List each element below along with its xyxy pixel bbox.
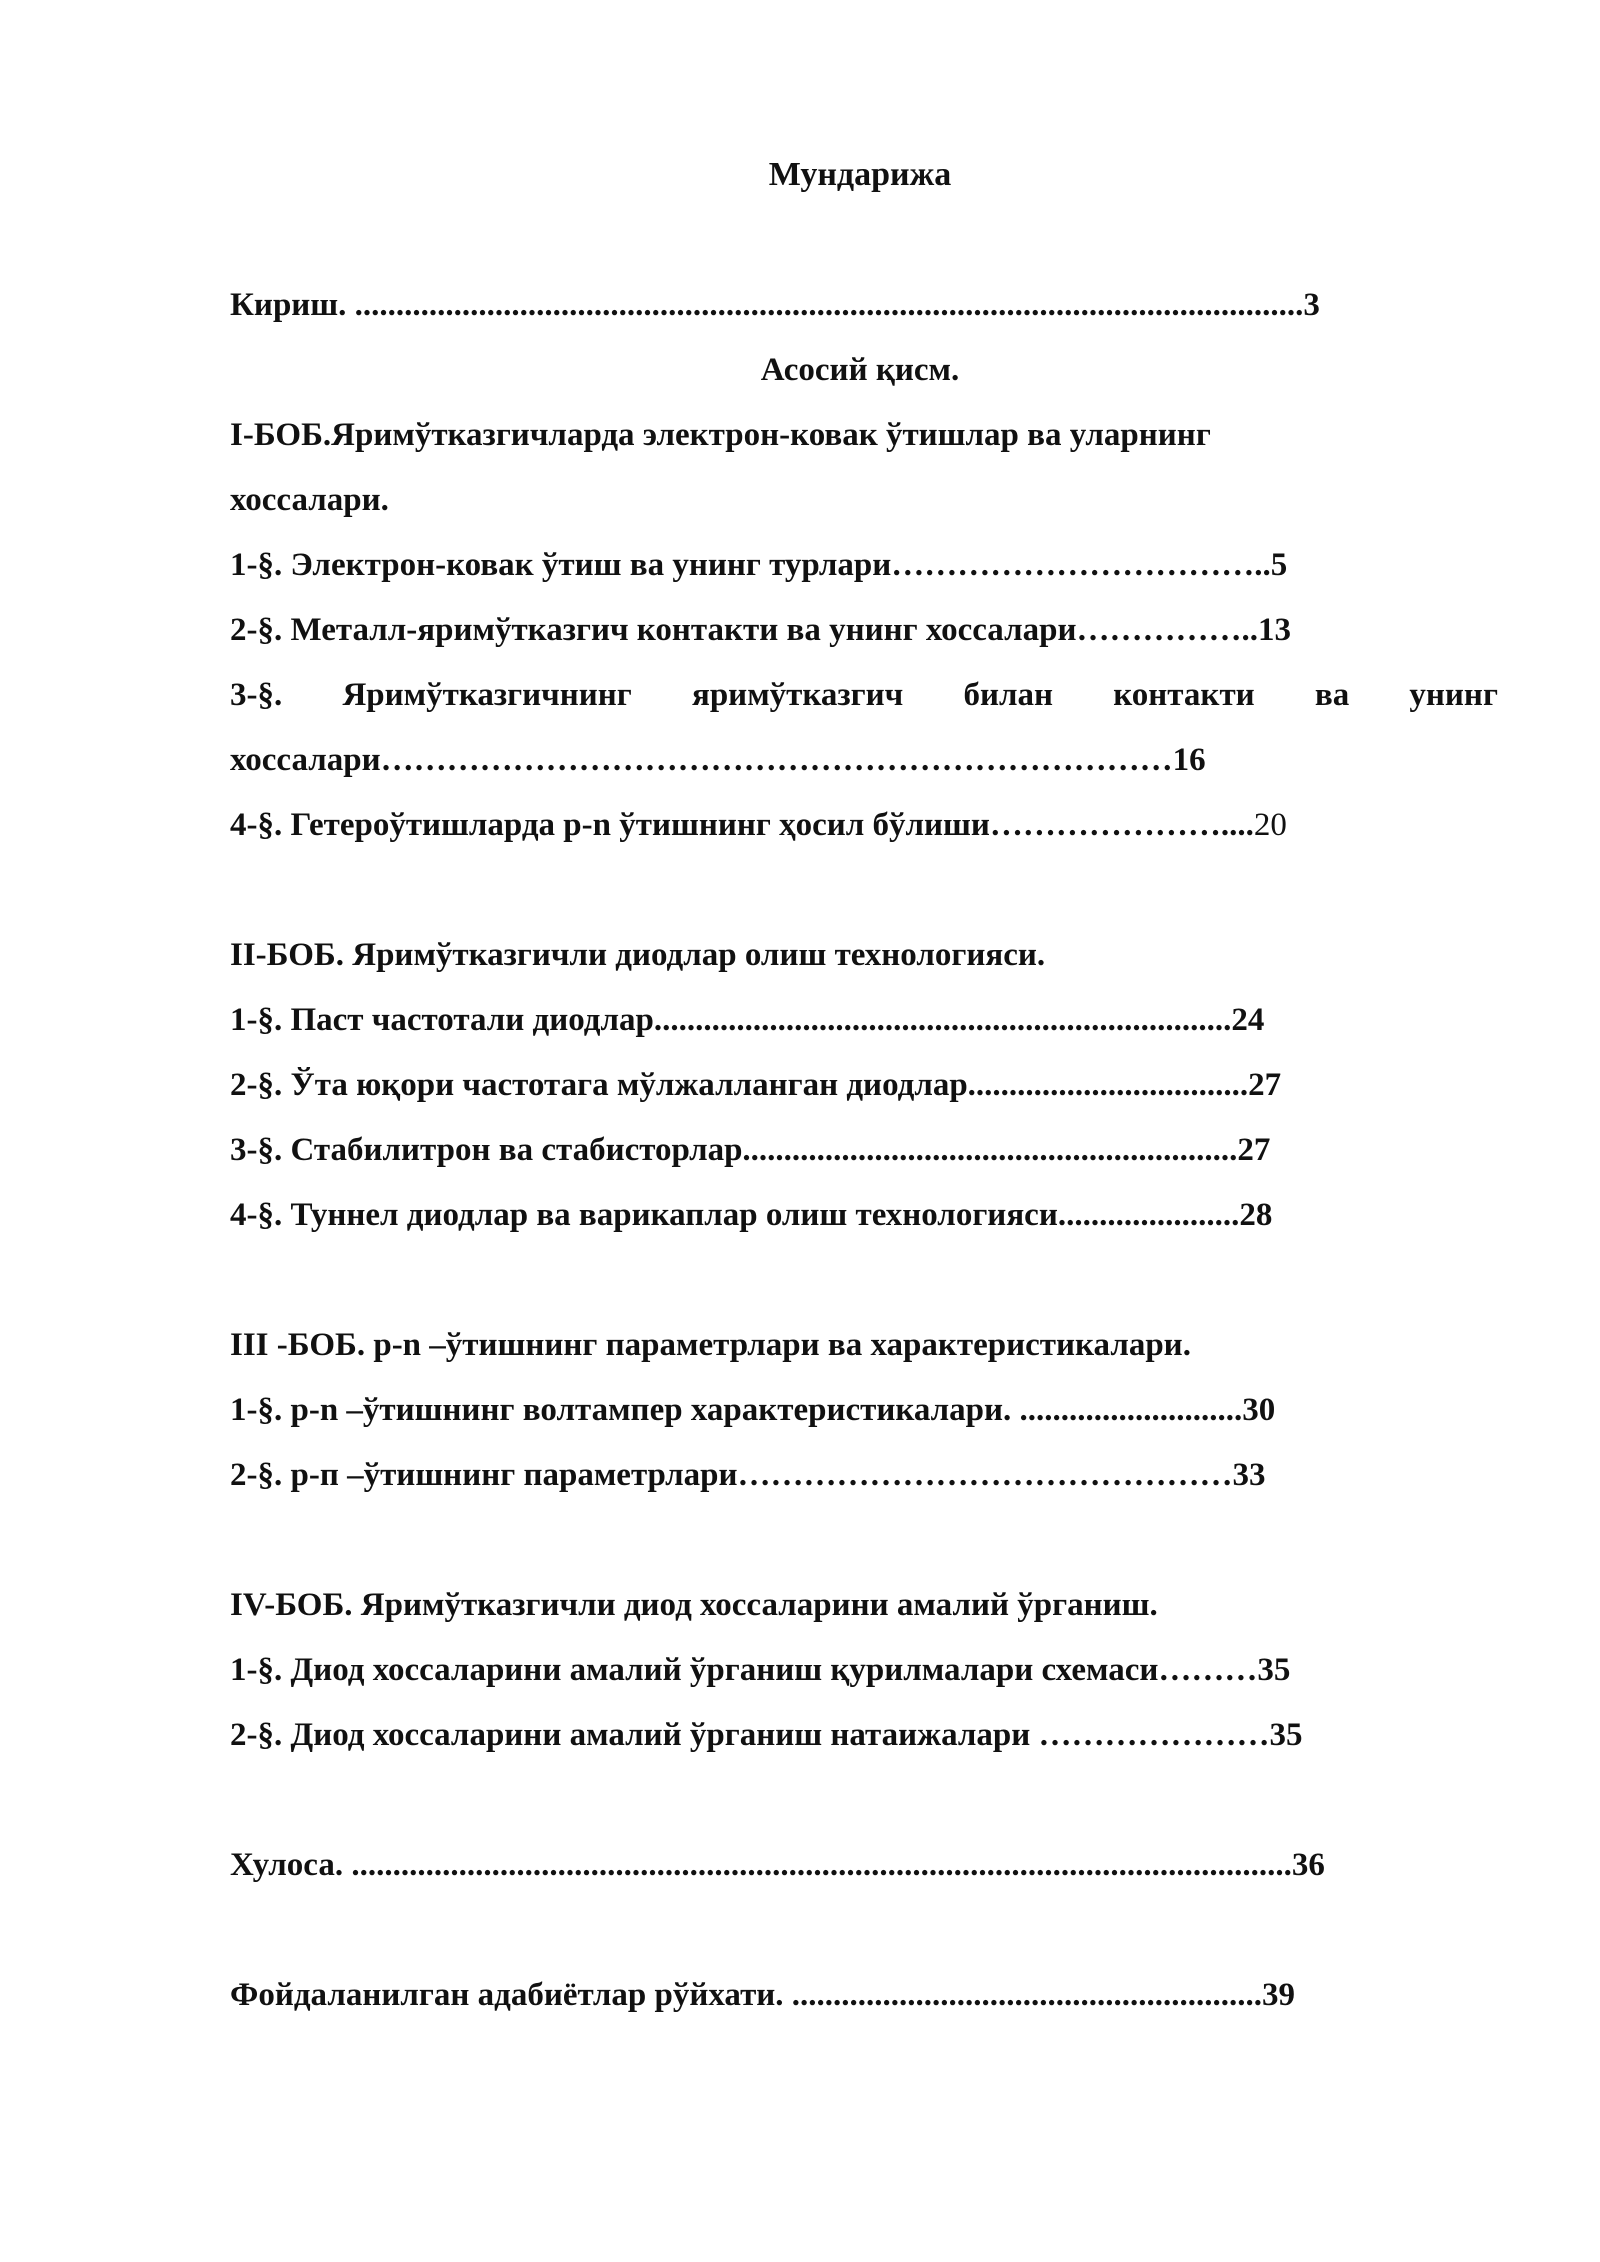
toc-page-number: 20 — [1253, 807, 1287, 843]
toc-word: билан — [963, 677, 1054, 713]
toc-entry-1-4 — [230, 805, 1287, 845]
toc-entry-4-1: 1-§. Диод хоссаларини амалий ўрганиш қурилмалари схемаси………35 — [230, 1652, 1291, 1688]
toc-entry-3-2: 2-§. р-п –ўтишнинг параметрлари………………………………………33 — [230, 1457, 1266, 1493]
toc-entry-conclusion: Хулоса. ..................................................................................................................36 — [230, 1847, 1325, 1883]
toc-entry-2-4: 4-§. Туннел диодлар ва варикаплар олиш технологияси......................28 — [230, 1197, 1273, 1233]
toc-entry-1-3-line-1 — [230, 675, 1498, 715]
toc-entry-3-1: 1-§. p-n –ўтишнинг волтампер характеристикалари. ...........................30 — [230, 1392, 1276, 1428]
chapter-4-heading: IV-БОБ. Яримўтказгичли диод хоссаларини амалий ўрганиш. — [230, 1587, 1158, 1623]
toc-entry-2-2: 2-§. Ўта юқори частотага мўлжалланган диодлар..................................27 — [230, 1067, 1282, 1103]
toc-entry-text: 4-§. Гетероўтишларда p-n ўтишнинг ҳосил бўлиши………………….... — [230, 807, 1254, 843]
page-title: Мундарижа — [768, 156, 952, 193]
toc-word: ва — [1314, 677, 1350, 713]
toc-entry-2-1: 1-§. Паст частотали диодлар......................................................................24 — [230, 1002, 1265, 1038]
toc-entry-1-1: 1-§. Электрон-ковак ўтиш ва унинг турлари……………………………..5 — [230, 547, 1288, 583]
chapter-2-heading: II-БОБ. Яримўтказгичли диодлар олиш технологияси. — [230, 937, 1046, 973]
chapter-1-heading-line-1: I-БОБ.Яримўтказгичларда электрон-ковак ўтишлар ва уларнинг — [230, 417, 1211, 453]
toc-entry-4-2: 2-§. Диод хоссаларини амалий ўрганиш натаижалари …………………35 — [230, 1717, 1303, 1753]
toc-entry-1-3-line-2: хоссалари………………………………………………………………16 — [230, 742, 1206, 778]
chapter-3-heading: III -БОБ. p-n –ўтишнинг параметрлари ва характеристикалари. — [230, 1327, 1191, 1363]
toc-entry-intro: Кириш. ...................................................................................................................3 — [230, 287, 1320, 323]
chapter-1-heading-line-2: хоссалари. — [230, 482, 389, 518]
toc-word: контакти — [1113, 677, 1255, 713]
toc-entry-1-2: 2-§. Металл-яримўтказгич контакти ва унинг хоссалари……………..13 — [230, 612, 1291, 648]
main-part-heading: Асосий қисм. — [760, 352, 960, 388]
toc-word: 3-§. — [230, 677, 283, 713]
toc-entry-references: Фойдаланилган адабиётлар рўйхати. .........................................................39 — [230, 1977, 1296, 2013]
toc-entry-2-3: 3-§. Стабилитрон ва стабисторлар............................................................27 — [230, 1132, 1271, 1168]
toc-word: унинг — [1409, 677, 1498, 713]
toc-word: яримўтказгич — [691, 677, 904, 713]
toc-word: Яримўтказгичнинг — [342, 677, 632, 713]
